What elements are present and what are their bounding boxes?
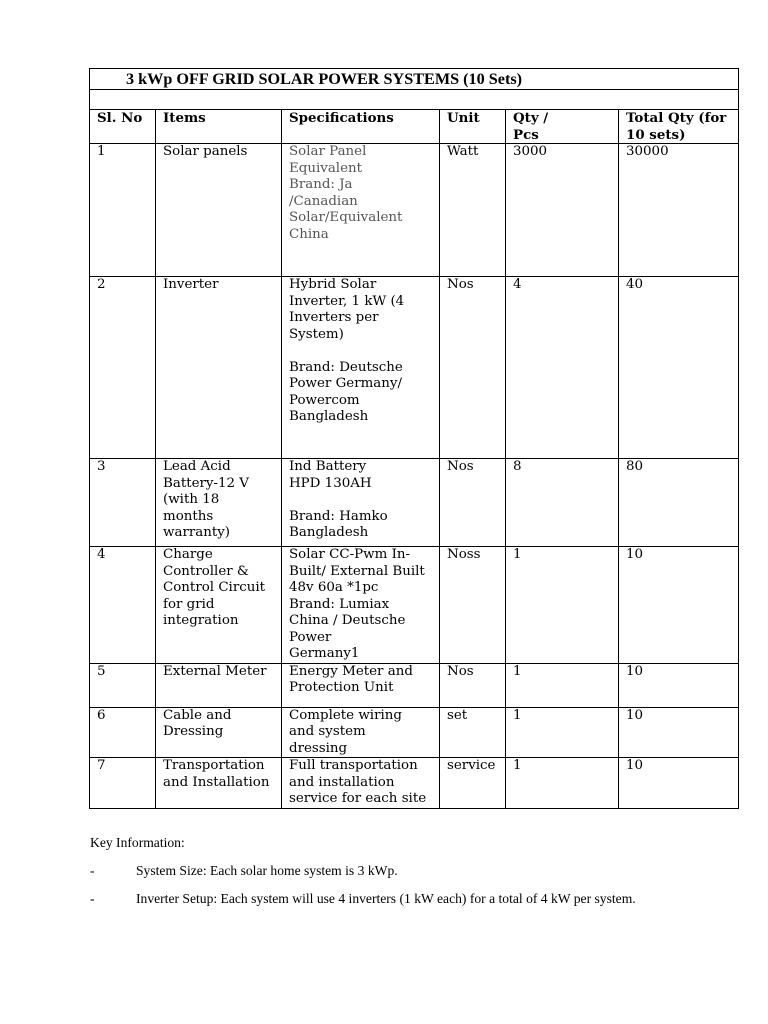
bullet-dash: - <box>90 863 95 878</box>
header-unit: Unit <box>440 110 506 144</box>
cell-unit: set <box>440 707 506 758</box>
table-title-row <box>90 69 739 90</box>
table-row <box>90 663 739 707</box>
header-items: Items <box>156 110 282 144</box>
key-info-bullet <box>90 863 750 879</box>
cell-total-qty: 10 <box>619 758 739 809</box>
cell-unit: Nos <box>440 277 506 459</box>
cell-total-qty: 10 <box>619 547 739 664</box>
cell-item: Transportation and Installation <box>156 758 282 809</box>
cell-sl-no: 5 <box>90 663 156 707</box>
cell-qty: 4 <box>506 277 619 459</box>
cell-item: Charge Controller & Control Circuit for grid integration <box>156 547 282 664</box>
header-sl-no: Sl. No <box>90 110 156 144</box>
cell-sl-no: 3 <box>90 459 156 547</box>
cell-unit: Nos <box>440 459 506 547</box>
cell-item: Inverter <box>156 277 282 459</box>
cell-qty: 8 <box>506 459 619 547</box>
cell-item: Solar panels <box>156 144 282 277</box>
header-specifications: Specifications <box>282 110 440 144</box>
cell-total-qty: 10 <box>619 707 739 758</box>
cell-sl-no: 1 <box>90 144 156 277</box>
cell-item: Cable and Dressing <box>156 707 282 758</box>
bullet-text: Inverter Setup: Each system will use 4 inverters (1 kW each) for a total of 4 kW per system. <box>136 891 636 906</box>
table-header-row <box>90 110 739 144</box>
cell-total-qty: 80 <box>619 459 739 547</box>
cell-specification: Energy Meter and Protection Unit <box>282 663 440 707</box>
table-row <box>90 547 739 664</box>
bullet-text: System Size: Each solar home system is 3 kWp. <box>136 863 398 878</box>
cell-unit: Nos <box>440 663 506 707</box>
key-information-section <box>90 835 750 919</box>
table-row <box>90 758 739 809</box>
cell-qty: 1 <box>506 707 619 758</box>
table-blank-row <box>90 90 739 110</box>
cell-qty: 1 <box>506 758 619 809</box>
table-title: 3 kWp OFF GRID SOLAR POWER SYSTEMS (10 Sets) <box>90 69 739 90</box>
cell-unit: Watt <box>440 144 506 277</box>
cell-specification: Full transportation and installation service for each site <box>282 758 440 809</box>
header-qty-pcs: Qty / Pcs <box>506 110 619 144</box>
cell-specification: Complete wiring and system dressing <box>282 707 440 758</box>
header-total-qty: Total Qty (for 10 sets) <box>619 110 739 144</box>
specification-table <box>89 68 739 809</box>
cell-sl-no: 2 <box>90 277 156 459</box>
cell-specification: Hybrid Solar Inverter, 1 kW (4 Inverters per System) Brand: Deutsche Power Germany/ Powercom Bangladesh <box>282 277 440 459</box>
bullet-dash: - <box>90 891 95 906</box>
key-info-bullet <box>90 891 750 907</box>
cell-unit: Noss <box>440 547 506 664</box>
cell-total-qty: 10 <box>619 663 739 707</box>
cell-specification: Ind Battery HPD 130AH Brand: Hamko Bangladesh <box>282 459 440 547</box>
table-row <box>90 277 739 459</box>
cell-specification: Solar CC-Pwm In- Built/ External Built 48v 60a *1pc Brand: Lumiax China / Deutsche Power Germany1 <box>282 547 440 664</box>
cell-qty: 1 <box>506 547 619 664</box>
cell-specification: Solar Panel Equivalent Brand: Ja /Canadian Solar/Equivalent China <box>282 144 440 277</box>
blank-cell <box>90 90 739 110</box>
key-information-heading: Key Information: <box>90 835 185 850</box>
cell-sl-no: 4 <box>90 547 156 664</box>
cell-sl-no: 7 <box>90 758 156 809</box>
cell-total-qty: 40 <box>619 277 739 459</box>
cell-sl-no: 6 <box>90 707 156 758</box>
cell-qty: 1 <box>506 663 619 707</box>
table-row <box>90 707 739 758</box>
table-row <box>90 144 739 277</box>
cell-total-qty: 30000 <box>619 144 739 277</box>
table-row <box>90 459 739 547</box>
cell-qty: 3000 <box>506 144 619 277</box>
cell-item: Lead Acid Battery-12 V (with 18 months warranty) <box>156 459 282 547</box>
cell-unit: service <box>440 758 506 809</box>
cell-item: External Meter <box>156 663 282 707</box>
